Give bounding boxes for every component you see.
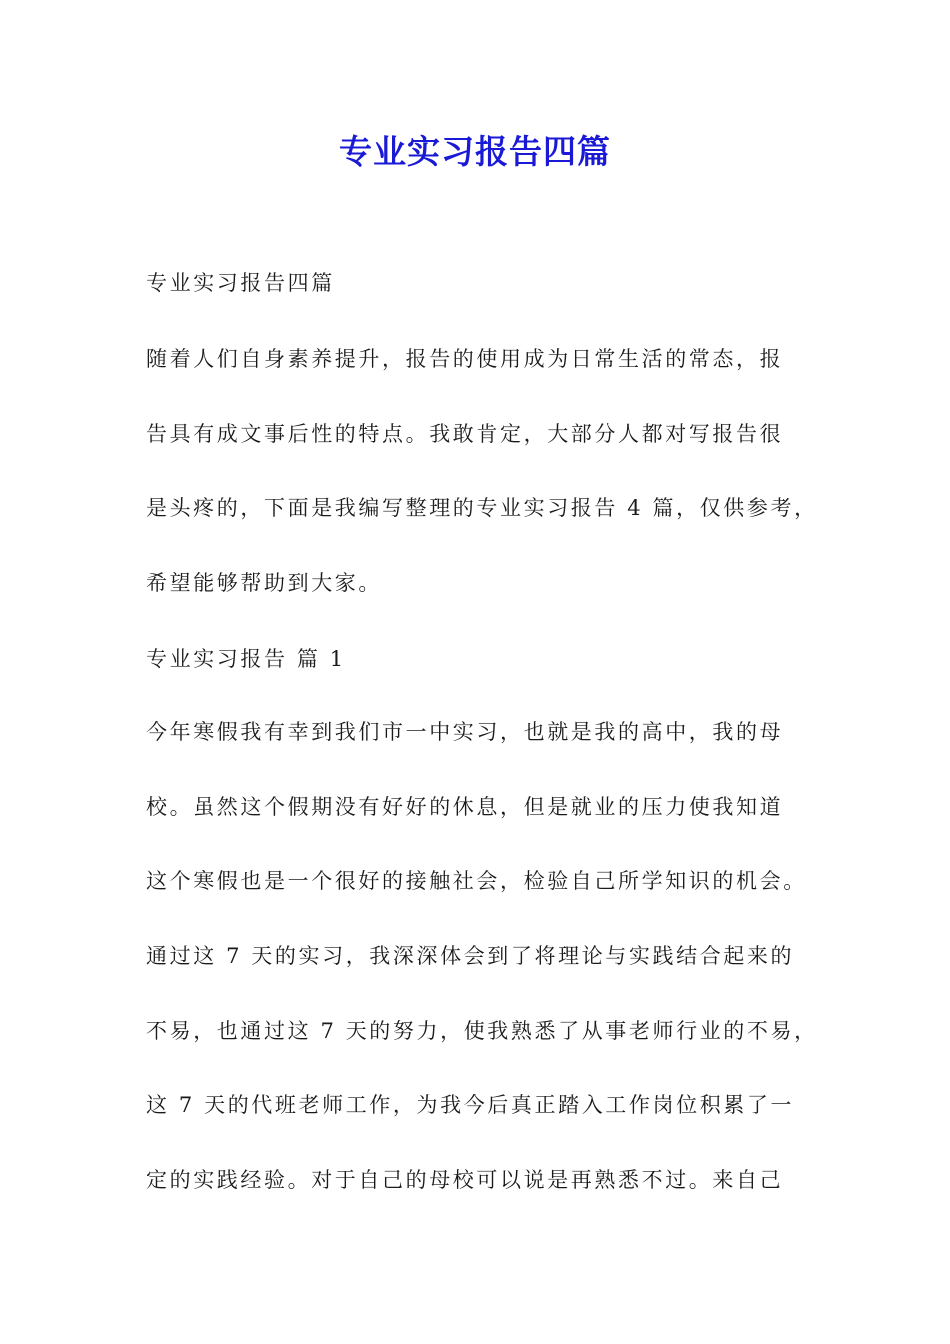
body-line: 告具有成文事后性的特点。我敢肯定，大部分人都对写报告很 [146,422,784,446]
body-line: 专业实习报告四篇 [146,271,335,295]
body-line: 希望能够帮助到大家。 [146,571,382,595]
body-line: 通过这 7 天的实习，我深深体会到了将理论与实践结合起来的 [146,944,795,968]
section-heading: 专业实习报告 篇 1 [146,647,346,671]
body-line: 是头疼的，下面是我编写整理的专业实习报告 4 篇，仅供参考， [146,496,818,520]
body-line: 随着人们自身素养提升，报告的使用成为日常生活的常态，报 [146,347,784,371]
body-line: 不易，也通过这 7 天的努力，使我熟悉了从事老师行业的不易， [146,1019,818,1043]
document-title: 专业实习报告四篇 [339,132,611,171]
body-line: 这个寒假也是一个很好的接触社会，检验自己所学知识的机会。 [146,869,807,893]
body-line: 今年寒假我有幸到我们市一中实习，也就是我的高中，我的母 [146,720,784,744]
body-line: 校。虽然这个假期没有好好的休息，但是就业的压力使我知道 [146,795,784,819]
body-line: 这 7 天的代班老师工作，为我今后真正踏入工作岗位积累了一 [146,1093,795,1117]
body-line: 定的实践经验。对于自己的母校可以说是再熟悉不过。来自己 [146,1168,784,1192]
